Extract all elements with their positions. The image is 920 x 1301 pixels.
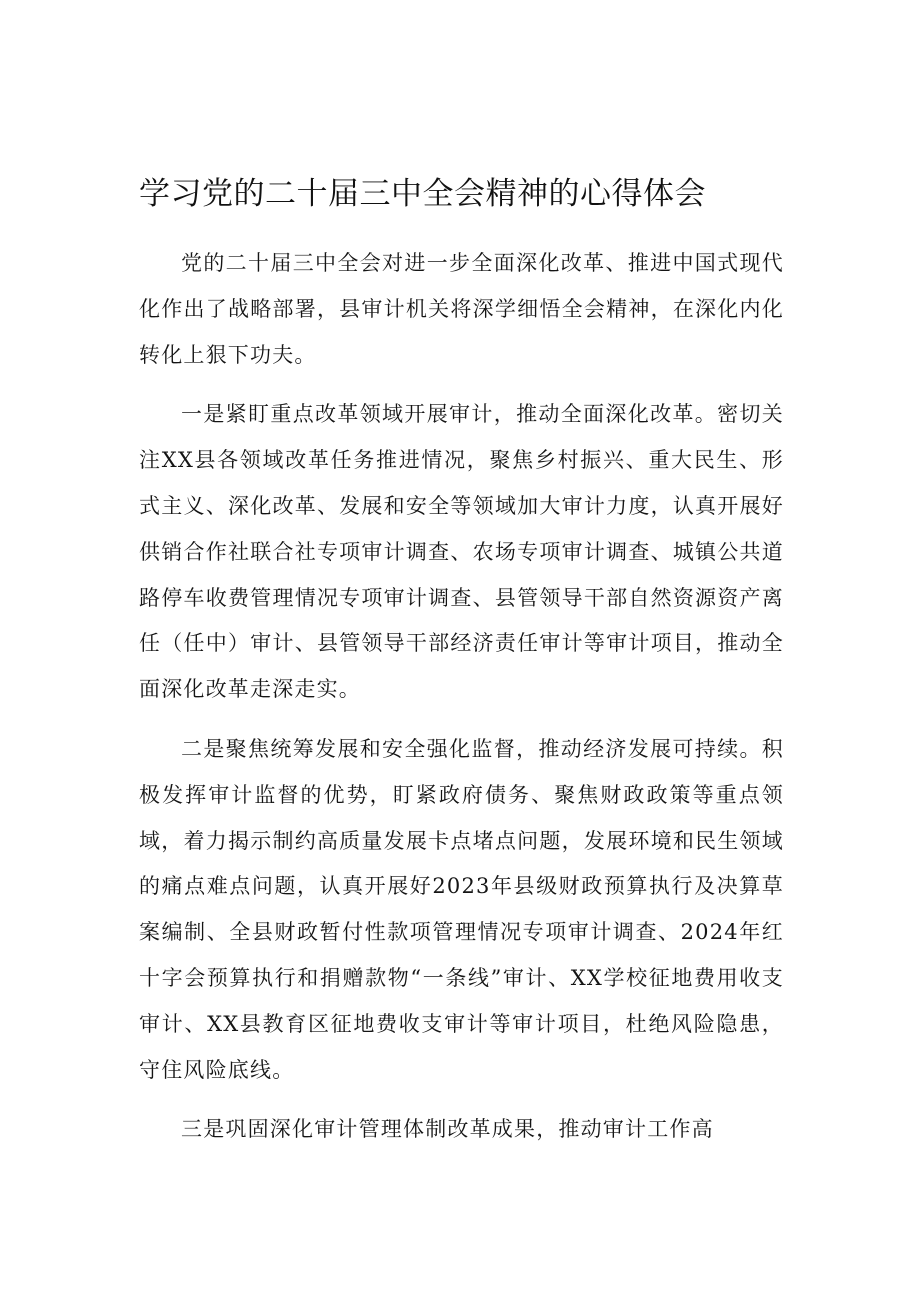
paragraph-point-one: 一是紧盯重点改革领域开展审计，推动全面深化改革。密切关注XX县各领域改革任务推进情况，聚焦乡村振兴、重大民生、形式主义、深化改革、发展和安全等领域加大审计力度，认真开展好供销合作社联合社专项审计调查、农场专项审计调查、城镇公共道路停车收费管理情况专项审计调查、县管领导干部自然资源资产离任（任中）审计、县管领导干部经济责任审计等审计项目，推动全面深化改革走深走实。 xyxy=(139,402,784,702)
document-body xyxy=(139,241,784,1167)
paragraph-intro: 党的二十届三中全会对进一步全面深化改革、推进中国式现代化作出了战略部署，县审计机关将深学细悟全会精神，在深化内化转化上狠下功夫。 xyxy=(139,251,784,367)
document-title: 学习党的二十届三中全会精神的心得体会 xyxy=(139,176,706,212)
paragraph-point-three: 三是巩固深化审计管理体制改革成果，推动审计工作高 xyxy=(181,1117,714,1142)
paragraph-point-two: 二是聚焦统筹发展和安全强化监督，推动经济发展可持续。积极发挥审计监督的优势，盯紧政府债务、聚焦财政政策等重点领域，着力揭示制约高质量发展卡点堵点问题，发展环境和民生领域的痛点难点问题，认真开展好2023年县级财政预算执行及决算草案编制、全县财政暂付性款项管理情况专项审计调查、2024年红十字会预算执行和捐赠款物“一条线”审计、XX学校征地费用收支审计、XX县教育区征地费收支审计等审计项目，杜绝风险隐患，守住风险底线。 xyxy=(139,736,784,1082)
